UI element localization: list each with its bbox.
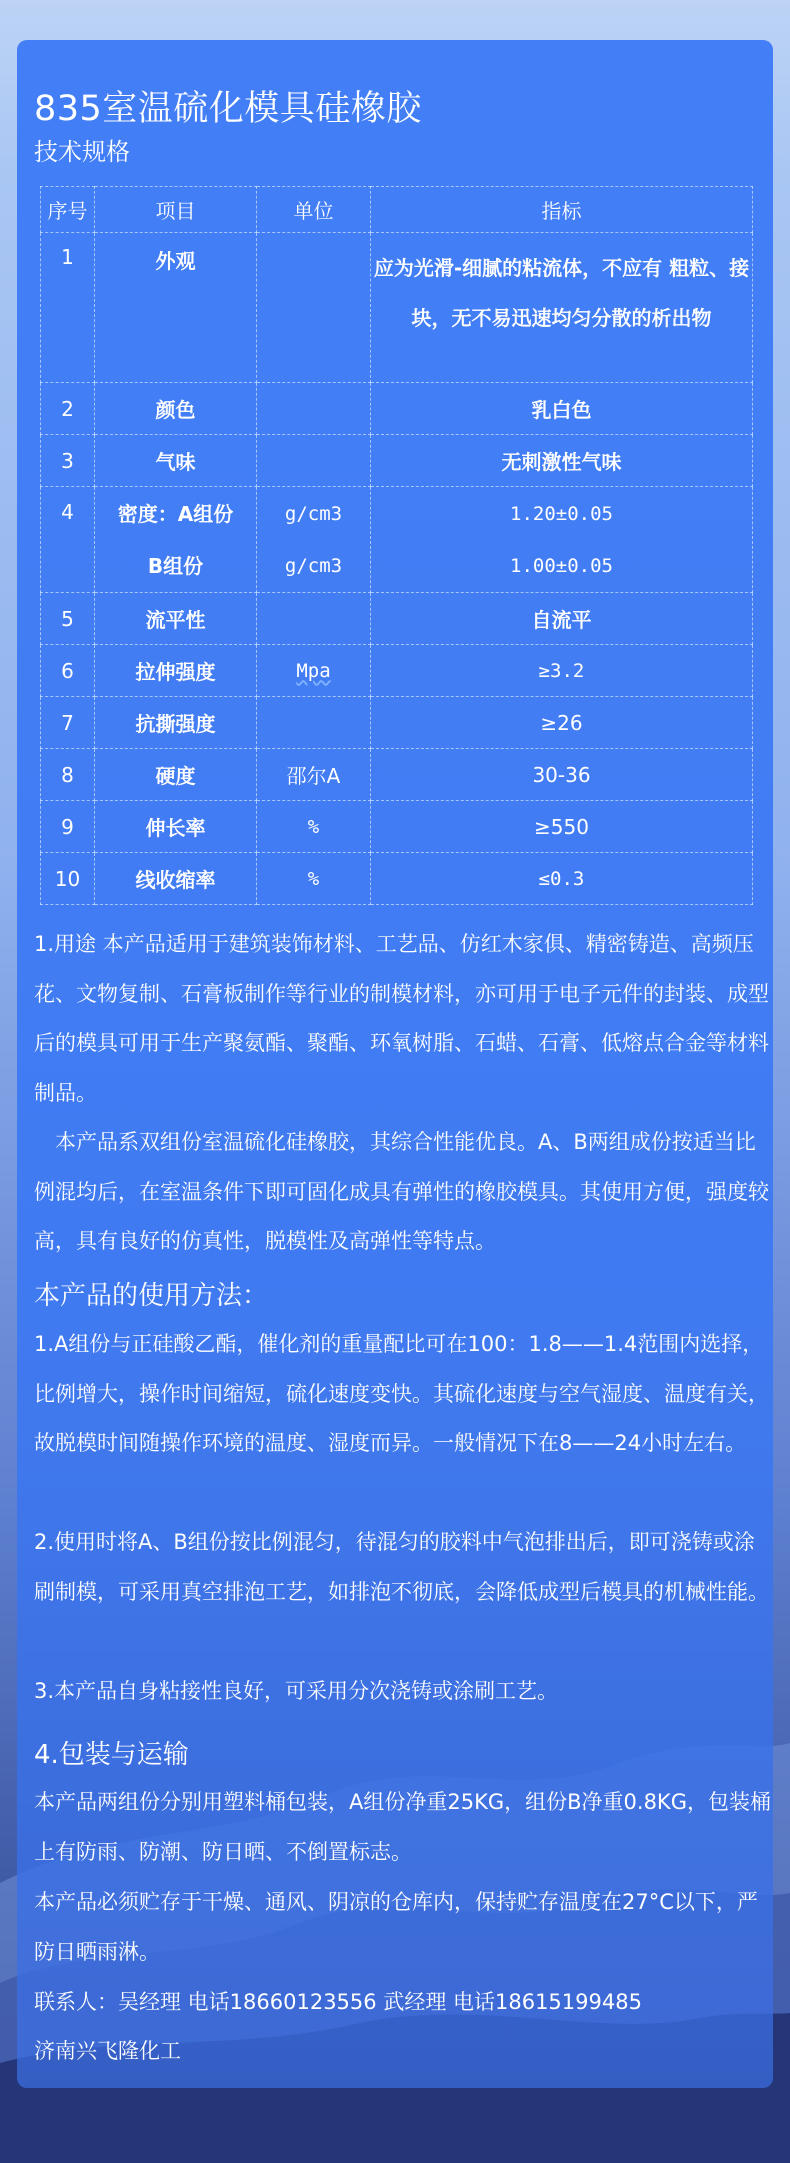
row-unit: 邵尔A (257, 749, 371, 801)
method-step-2: 2.使用时将A、B组份按比例混匀，待混匀的胶料中气泡排出后，即可浇铸或涂刷制模，可采用真空排泡工艺，如排泡不彻底，会降低成型后模具的机械性能。 (34, 1530, 769, 1604)
product-description: 本产品系双组份室温硫化硅橡胶，其综合性能优良。A、B两组成份按适当比例混均后，在室温条件下即可固化成具有弹性的橡胶模具。其使用方便，强度较高，具有良好的仿真性，脱模性及高弹性等特点。 (34, 1130, 769, 1253)
storage-paragraph: 本产品必须贮存于干燥、通风、阴凉的仓库内，保持贮存温度在27°C以下，严防日晒雨淋。 (34, 1890, 758, 1964)
row-number: 1 (41, 233, 95, 383)
table-row (41, 487, 753, 593)
row-item: 颜色 (95, 383, 257, 435)
row-unit (257, 697, 371, 749)
row-unit: Mpa (257, 645, 371, 697)
density-a-unit: g/cm3 (284, 502, 343, 525)
method-step-3: 3.本产品自身粘接性良好，可采用分次浇铸或涂刷工艺。 (34, 1679, 559, 1703)
row-value: ≤0.3 (371, 853, 753, 905)
row-item: 伸长率 (95, 801, 257, 853)
row-number: 8 (41, 749, 95, 801)
row-number: 3 (41, 435, 95, 487)
contact-line: 联系人：吴经理 电话18660123556 武经理 电话18615199485 (34, 1990, 642, 2014)
table-row (41, 645, 753, 697)
table-row (41, 593, 753, 645)
row-number: 7 (41, 697, 95, 749)
row-value: ≥3.2 (371, 645, 753, 697)
row-unit: % (257, 801, 371, 853)
density-a-label: 密度：A组份 (117, 501, 234, 526)
spec-table (40, 186, 753, 905)
row-unit (257, 435, 371, 487)
density-a-value: 1.20±0.05 (510, 502, 613, 525)
row-item: 硬度 (95, 749, 257, 801)
spec-subtitle: 技术规格 (34, 138, 130, 166)
header-cell: 指标 (371, 187, 753, 233)
row-item: 流平性 (95, 593, 257, 645)
row-item: 线收缩率 (95, 853, 257, 905)
header-cell: 项目 (95, 187, 257, 233)
row-value (371, 487, 753, 593)
row-item (95, 487, 257, 593)
row-number: 2 (41, 383, 95, 435)
usage-paragraph: 1.用途 本产品适用于建筑装饰材料、工艺品、仿红木家俱、精密铸造、高频压花、文物复制、石膏板制作等行业的制模材料，亦可用于电子元件的封装、成型后的模具可用于生产聚氨酯、聚酯、环氧树脂、石蜡、石膏、低熔点合金等材料制品。 (34, 932, 769, 1105)
row-item: 拉伸强度 (95, 645, 257, 697)
row-value: 无刺激性气味 (371, 435, 753, 487)
row-unit (257, 233, 371, 383)
row-value: 应为光滑-细腻的粘流体，不应有 粗粒、接块，无不易迅速均匀分散的析出物 (371, 233, 753, 383)
table-row (41, 801, 753, 853)
table-row (41, 697, 753, 749)
row-number: 5 (41, 593, 95, 645)
density-b-value: 1.00±0.05 (510, 554, 613, 577)
row-value: ≥550 (371, 801, 753, 853)
row-value: 30-36 (371, 749, 753, 801)
table-row (41, 233, 753, 383)
density-b-label: B组份 (147, 553, 204, 578)
row-value: 自流平 (371, 593, 753, 645)
row-unit: % (257, 853, 371, 905)
row-value: ≥26 (371, 697, 753, 749)
packaging-heading: 4.包装与运输 (34, 1740, 189, 1770)
table-row (41, 435, 753, 487)
product-title: 835室温硫化模具硅橡胶 (34, 89, 422, 129)
table-row (41, 383, 753, 435)
row-item: 外观 (95, 233, 257, 383)
method-step-1: 1.A组份与正硅酸乙酯，催化剂的重量配比可在100：1.8——1.4范围内选择，比例增大，操作时间缩短，硫化速度变快。其硫化速度与空气湿度、温度有关，故脱模时间随操作环境的温度、湿度而异。一般情况下在8——24小时左右。 (34, 1332, 769, 1455)
row-number: 9 (41, 801, 95, 853)
packaging-paragraph: 本产品两组份分别用塑料桶包装，A组份净重25KG，组份B净重0.8KG，包装桶上有防雨、防潮、防日晒、不倒置标志。 (34, 1790, 771, 1864)
row-unit (257, 593, 371, 645)
product-card (17, 40, 773, 2088)
row-item: 气味 (95, 435, 257, 487)
row-unit (257, 487, 371, 593)
header-cell: 序号 (41, 187, 95, 233)
header-cell: 单位 (257, 187, 371, 233)
table-header-row (41, 187, 753, 233)
row-value: 乳白色 (371, 383, 753, 435)
company-name: 济南兴飞隆化工 (34, 2039, 181, 2063)
density-b-unit: g/cm3 (284, 554, 343, 577)
row-item: 抗撕强度 (95, 697, 257, 749)
row-unit (257, 383, 371, 435)
table-row (41, 749, 753, 801)
row-number: 6 (41, 645, 95, 697)
table-row (41, 853, 753, 905)
row-number: 10 (41, 853, 95, 905)
row-number: 4 (41, 487, 95, 593)
method-heading: 本产品的使用方法： (34, 1281, 269, 1311)
